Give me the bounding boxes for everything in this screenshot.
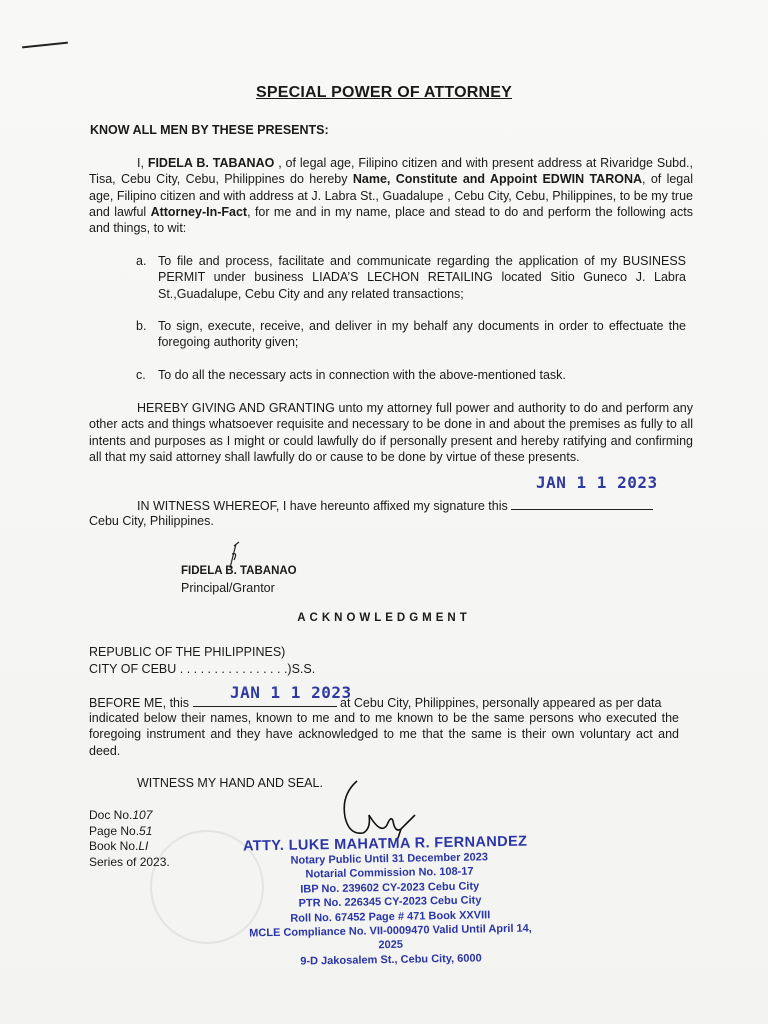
appoint-phrase: Name, Constitute and Appoint EDWIN TARONA — [352, 172, 643, 187]
signatory-name: FIDELA B. TABANAO — [181, 565, 297, 577]
notarial-register — [89, 808, 170, 870]
page-number: Page No.51 — [89, 823, 153, 838]
ack-date-stamp: JAN 1 1 2023 — [230, 683, 352, 702]
notary-line: IBP No. 239602 CY-2023 Cebu City — [300, 880, 480, 896]
grantor-name: FIDELA B. TABANAO — [147, 156, 275, 170]
ack-body: indicated below their names, known to me and to me known to be the same persons who executed the foregoing instrument and they have acknowledged to me that the same is their own voluntary act and deed. — [89, 711, 679, 758]
attorney-in-fact: Attorney-In-Fact — [150, 204, 248, 219]
opening-clause: KNOW ALL MEN BY THESE PRESENTS: — [90, 123, 329, 137]
notary-stamp — [239, 833, 541, 969]
witness-seal: WITNESS MY HAND AND SEAL. — [137, 776, 323, 790]
notary-line: Notary Public Until 31 December 2023 — [290, 851, 489, 867]
book-number: Book No.LI — [89, 839, 149, 853]
granting-paragraph: HEREBY GIVING AND GRANTING unto my attorney full power and authority to do and perform any other acts and things whatsoever requisite and necessary to be done in and about the premises as fully to all intents and purposes as I might or could lawfully do if personally present and hereby ratifying and confirming all that my said attorney shall lawfully do or cause to be done by virtue of these presents. — [89, 401, 693, 464]
document-page: SPECIAL POWER OF ATTORNEY KNOW ALL MEN BY THESE PRESENTS: I, FIDELA B. TABANAO , of legal age, Filipino citizen and with present address at Rivaridge Subd., Tisa, Cebu City, Cebu, Philippines do hereby Name, Constitute and Appoint EDWIN TARONA, of legal age, Filipino citizen and with address at J. Labra St., Guadalupe , Cebu City, Cebu, Philippines, to be my true and lawful Attorney-In-Fact, for me and in my name, place and stead to do and perform the following acts and things, to wit: a. To file and process, facilitate and communicate regarding the application of my BUSINESS PERMIT under business LIADA’S LECHON RETAILING located Sitio Guneco J. Labra St.,Guadalupe, Cebu City and any related transactions; b. To sign, execute, receive, and deliver in my behalf any documents in order to effectuate the foregoing authority given; c. To do all the necessary acts in connection with the above-mentioned task. HEREBY GIVING AND GRANTING unto my attorney full power and authority to do and perform any other acts and things whatsoever requisite and necessary to be done in and about the premises as fully to all intents and purposes as I might or could lawfully do if personally present and hereby ratifying and confirming all that my said attorney shall lawfully do or cause to be done by virtue of these presents. JAN 1 1 2023 IN WITNESS WHEREOF, I have hereunto affixed my signature this Cebu City, Philippines. FIDELA B. TABANAO Principal/Grantor ACKNOWLEDGMENT REPUBLIC OF THE PHILIPPINES) CITY OF CEBU . . . . . . . . . . . . . . . .)S.S. JAN 1 1 2023 BEFORE ME, this at Cebu City, Philippines, personally appeared as per data indicated below their names, known to me and to me known to be the same persons who executed the foregoing instrument and they have acknowledged to me that the same is their own voluntary act and deed. WITNESS MY HAND AND SEAL. Doc No.107 Page No.51 Book No.LI Series of 2023. ATTY. LUKE MAHATMA R. FERNANDEZ Notary Public Until 31 December 2023 Notarial Commission No. 108-17 IBP No. 239602 CY-2023 Cebu City PTR No. 226345 CY-2023 Cebu City Roll No. 67452 Page # 471 Book XXVIII MCLE Compliance No. VII-0009470 Valid Until April 14, 2025 9-D Jakosalem St., Cebu City, 6000 — [0, 0, 768, 1024]
venue-republic: REPUBLIC OF THE PHILIPPINES) — [89, 645, 286, 659]
date-stamp: JAN 1 1 2023 — [536, 473, 658, 492]
signatory-role: Principal/Grantor — [181, 581, 275, 595]
notary-line: 9-D Jakosalem St., Cebu City, 6000 — [300, 952, 482, 968]
notary-line: Notarial Commission No. 108-17 — [305, 865, 474, 881]
notary-line: PTR No. 226345 CY-2023 Cebu City — [298, 894, 482, 910]
document-title: SPECIAL POWER OF ATTORNEY — [256, 84, 512, 101]
notary-name: ATTY. LUKE MAHATMA R. FERNANDEZ — [242, 833, 528, 855]
series-year: Series of 2023. — [89, 854, 170, 869]
corner-pen-mark — [22, 42, 68, 49]
witness-line: IN WITNESS WHEREOF, I have hereunto affixed my signature this — [137, 497, 653, 514]
date-blank — [511, 497, 653, 510]
witness-place: Cebu City, Philippines. — [89, 514, 214, 528]
intro-paragraph: I, FIDELA B. TABANAO , of legal age, Filipino citizen and with present address at Rivaridge Subd., Tisa, Cebu City, Cebu, Philippines do hereby Name, Constitute and Appoint EDWIN TARONA, of legal age, Filipino citizen and with address at J. Labra St., Guadalupe , Cebu City, Cebu, Philippines, to be my true and lawful Attorney-In-Fact, for me and in my name, place and stead to do and perform the following acts and things, to wit: — [89, 156, 693, 236]
notary-line: MCLE Compliance No. VII-0009470 Valid Until April 14, 2025 — [249, 922, 532, 952]
ack-date-blank — [193, 694, 337, 707]
notary-line: Roll No. 67452 Page # 471 Book XXVIII — [290, 908, 491, 925]
before-me-line: BEFORE ME, this at Cebu City, Philippines, personally appeared as per data — [89, 696, 662, 710]
acknowledgment-title: ACKNOWLEDGMENT — [297, 612, 471, 624]
doc-number: Doc No.107 — [89, 808, 153, 822]
venue-city: CITY OF CEBU . . . . . . . . . . . . . . . .)S.S. — [89, 662, 316, 676]
